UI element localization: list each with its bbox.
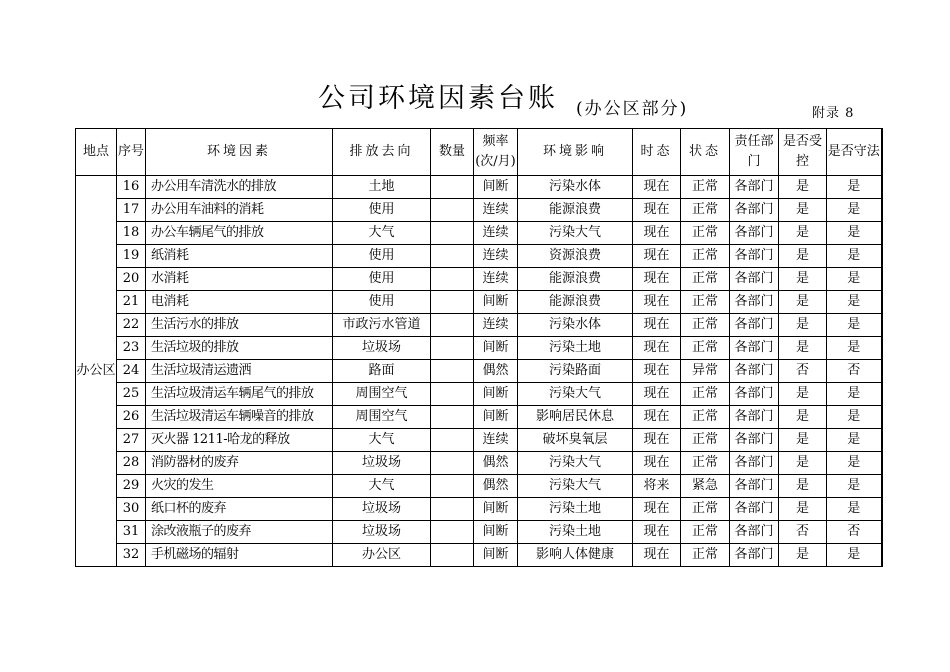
cell-location: 办公区 — [76, 176, 117, 567]
cell-state: 正常 — [681, 222, 730, 245]
cell-impact: 影响居民休息 — [518, 406, 633, 429]
header-compliant: 是否守法 — [827, 129, 882, 176]
cell-controlled: 是 — [779, 291, 827, 314]
cell-compliant: 否 — [827, 521, 882, 544]
table-row — [76, 291, 882, 314]
cell-frequency: 间断 — [474, 176, 518, 199]
cell-tense: 现在 — [633, 521, 681, 544]
header-controlled: 是否受控 — [779, 129, 827, 176]
cell-dept: 各部门 — [730, 360, 779, 383]
cell-seq: 17 — [117, 199, 146, 222]
cell-factor: 手机磁场的辐射 — [146, 544, 333, 567]
cell-compliant: 是 — [827, 475, 882, 498]
cell-impact: 污染路面 — [518, 360, 633, 383]
cell-destination: 使用 — [333, 268, 431, 291]
cell-destination: 垃圾场 — [333, 521, 431, 544]
cell-tense: 将来 — [633, 475, 681, 498]
cell-controlled: 是 — [779, 452, 827, 475]
cell-seq: 24 — [117, 360, 146, 383]
cell-factor: 水消耗 — [146, 268, 333, 291]
cell-frequency: 间断 — [474, 291, 518, 314]
cell-dept: 各部门 — [730, 176, 779, 199]
cell-frequency: 间断 — [474, 498, 518, 521]
cell-impact: 破坏臭氧层 — [518, 429, 633, 452]
cell-dept: 各部门 — [730, 544, 779, 567]
cell-factor: 办公用车清洗水的排放 — [146, 176, 333, 199]
cell-frequency: 连续 — [474, 222, 518, 245]
cell-state: 正常 — [681, 314, 730, 337]
cell-state: 紧急 — [681, 475, 730, 498]
cell-compliant: 是 — [827, 544, 882, 567]
header-state: 状态 — [681, 129, 730, 176]
cell-state: 正常 — [681, 452, 730, 475]
cell-frequency: 连续 — [474, 268, 518, 291]
cell-quantity — [431, 544, 474, 567]
cell-controlled: 否 — [779, 521, 827, 544]
cell-factor: 办公车辆尾气的排放 — [146, 222, 333, 245]
cell-seq: 30 — [117, 498, 146, 521]
table-row — [76, 245, 882, 268]
cell-compliant: 是 — [827, 176, 882, 199]
cell-frequency: 连续 — [474, 199, 518, 222]
cell-destination: 土地 — [333, 176, 431, 199]
cell-quantity — [431, 521, 474, 544]
cell-dept: 各部门 — [730, 337, 779, 360]
header-frequency: 频率(次/月) — [474, 129, 518, 176]
header-dept: 责任部门 — [730, 129, 779, 176]
document-subtitle: (办公区部分) — [576, 99, 689, 119]
cell-quantity — [431, 452, 474, 475]
cell-seq: 27 — [117, 429, 146, 452]
table-row — [76, 521, 882, 544]
cell-quantity — [431, 291, 474, 314]
cell-frequency: 偶然 — [474, 452, 518, 475]
cell-impact: 污染大气 — [518, 475, 633, 498]
cell-destination: 大气 — [333, 475, 431, 498]
cell-compliant: 是 — [827, 314, 882, 337]
cell-factor: 生活污水的排放 — [146, 314, 333, 337]
table-row — [76, 452, 882, 475]
cell-dept: 各部门 — [730, 406, 779, 429]
cell-controlled: 是 — [779, 383, 827, 406]
cell-factor: 电消耗 — [146, 291, 333, 314]
cell-destination: 垃圾场 — [333, 337, 431, 360]
cell-destination: 周围空气 — [333, 383, 431, 406]
cell-seq: 25 — [117, 383, 146, 406]
table-row — [76, 498, 882, 521]
cell-seq: 29 — [117, 475, 146, 498]
cell-factor: 纸消耗 — [146, 245, 333, 268]
cell-compliant: 是 — [827, 268, 882, 291]
cell-factor: 灭火器 1211-哈龙的释放 — [146, 429, 333, 452]
cell-impact: 污染土地 — [518, 337, 633, 360]
table-row — [76, 360, 882, 383]
cell-seq: 20 — [117, 268, 146, 291]
cell-controlled: 是 — [779, 498, 827, 521]
cell-tense: 现在 — [633, 544, 681, 567]
cell-controlled: 是 — [779, 199, 827, 222]
cell-factor: 生活垃圾清运车辆尾气的排放 — [146, 383, 333, 406]
cell-controlled: 是 — [779, 176, 827, 199]
cell-dept: 各部门 — [730, 268, 779, 291]
cell-factor: 涂改液瓶子的废弃 — [146, 521, 333, 544]
cell-factor: 火灾的发生 — [146, 475, 333, 498]
header-factor: 环境因素 — [146, 129, 333, 176]
cell-compliant: 是 — [827, 337, 882, 360]
header-destination: 排放去向 — [333, 129, 431, 176]
cell-quantity — [431, 176, 474, 199]
cell-dept: 各部门 — [730, 452, 779, 475]
cell-dept: 各部门 — [730, 429, 779, 452]
cell-quantity — [431, 337, 474, 360]
cell-factor: 生活垃圾清运遗洒 — [146, 360, 333, 383]
cell-compliant: 是 — [827, 498, 882, 521]
cell-impact: 污染土地 — [518, 498, 633, 521]
cell-seq: 31 — [117, 521, 146, 544]
cell-seq: 23 — [117, 337, 146, 360]
cell-frequency: 间断 — [474, 337, 518, 360]
header-seq: 序号 — [117, 129, 146, 176]
cell-compliant: 是 — [827, 245, 882, 268]
cell-dept: 各部门 — [730, 291, 779, 314]
cell-destination: 大气 — [333, 429, 431, 452]
cell-controlled: 否 — [779, 360, 827, 383]
table-row — [76, 475, 882, 498]
cell-quantity — [431, 498, 474, 521]
cell-tense: 现在 — [633, 245, 681, 268]
cell-tense: 现在 — [633, 176, 681, 199]
cell-controlled: 是 — [779, 222, 827, 245]
cell-controlled: 是 — [779, 268, 827, 291]
cell-state: 正常 — [681, 498, 730, 521]
cell-frequency: 偶然 — [474, 360, 518, 383]
cell-seq: 16 — [117, 176, 146, 199]
cell-dept: 各部门 — [730, 245, 779, 268]
cell-factor: 生活垃圾的排放 — [146, 337, 333, 360]
cell-compliant: 是 — [827, 452, 882, 475]
cell-destination: 路面 — [333, 360, 431, 383]
table-row — [76, 337, 882, 360]
header-location: 地点 — [76, 129, 117, 176]
cell-impact: 能源浪费 — [518, 199, 633, 222]
document-title: 公司环境因素台账 — [318, 83, 558, 114]
cell-frequency: 间断 — [474, 383, 518, 406]
cell-frequency: 偶然 — [474, 475, 518, 498]
cell-dept: 各部门 — [730, 314, 779, 337]
cell-state: 正常 — [681, 245, 730, 268]
cell-quantity — [431, 406, 474, 429]
cell-seq: 18 — [117, 222, 146, 245]
table-row — [76, 268, 882, 291]
cell-tense: 现在 — [633, 337, 681, 360]
cell-seq: 26 — [117, 406, 146, 429]
cell-state: 正常 — [681, 383, 730, 406]
cell-impact: 能源浪费 — [518, 268, 633, 291]
cell-controlled: 是 — [779, 245, 827, 268]
cell-seq: 21 — [117, 291, 146, 314]
cell-quantity — [431, 222, 474, 245]
cell-factor: 消防器材的废弃 — [146, 452, 333, 475]
cell-compliant: 是 — [827, 429, 882, 452]
cell-state: 正常 — [681, 199, 730, 222]
cell-tense: 现在 — [633, 360, 681, 383]
cell-controlled: 是 — [779, 406, 827, 429]
cell-dept: 各部门 — [730, 383, 779, 406]
environmental-factor-ledger-table — [75, 128, 883, 567]
table-row — [76, 544, 882, 567]
cell-tense: 现在 — [633, 383, 681, 406]
table-row — [76, 199, 882, 222]
cell-compliant: 是 — [827, 383, 882, 406]
cell-frequency: 间断 — [474, 406, 518, 429]
cell-destination: 办公区 — [333, 544, 431, 567]
cell-destination: 周围空气 — [333, 406, 431, 429]
cell-quantity — [431, 429, 474, 452]
cell-destination: 垃圾场 — [333, 452, 431, 475]
cell-compliant: 否 — [827, 360, 882, 383]
cell-quantity — [431, 245, 474, 268]
cell-dept: 各部门 — [730, 199, 779, 222]
cell-state: 正常 — [681, 521, 730, 544]
cell-tense: 现在 — [633, 222, 681, 245]
cell-destination: 垃圾场 — [333, 498, 431, 521]
cell-impact: 影响人体健康 — [518, 544, 633, 567]
cell-factor: 办公用车油料的消耗 — [146, 199, 333, 222]
cell-tense: 现在 — [633, 314, 681, 337]
cell-destination: 使用 — [333, 291, 431, 314]
cell-impact: 污染土地 — [518, 521, 633, 544]
cell-impact: 资源浪费 — [518, 245, 633, 268]
cell-dept: 各部门 — [730, 521, 779, 544]
cell-controlled: 是 — [779, 314, 827, 337]
cell-frequency: 间断 — [474, 544, 518, 567]
cell-frequency: 连续 — [474, 245, 518, 268]
cell-impact: 污染大气 — [518, 222, 633, 245]
header-impact: 环境影响 — [518, 129, 633, 176]
cell-tense: 现在 — [633, 452, 681, 475]
cell-tense: 现在 — [633, 291, 681, 314]
table-body — [76, 176, 882, 567]
cell-quantity — [431, 475, 474, 498]
cell-impact: 污染大气 — [518, 383, 633, 406]
cell-factor: 纸口杯的废弃 — [146, 498, 333, 521]
cell-factor: 生活垃圾清运车辆噪音的排放 — [146, 406, 333, 429]
cell-dept: 各部门 — [730, 498, 779, 521]
table-row — [76, 383, 882, 406]
cell-state: 正常 — [681, 176, 730, 199]
cell-dept: 各部门 — [730, 475, 779, 498]
header-tense: 时态 — [633, 129, 681, 176]
cell-impact: 污染大气 — [518, 452, 633, 475]
cell-compliant: 是 — [827, 199, 882, 222]
table-row — [76, 314, 882, 337]
cell-dept: 各部门 — [730, 222, 779, 245]
cell-tense: 现在 — [633, 429, 681, 452]
cell-state: 正常 — [681, 268, 730, 291]
appendix-label: 附录 8 — [812, 106, 855, 121]
cell-seq: 19 — [117, 245, 146, 268]
cell-state: 正常 — [681, 429, 730, 452]
cell-tense: 现在 — [633, 268, 681, 291]
cell-frequency: 连续 — [474, 314, 518, 337]
cell-quantity — [431, 199, 474, 222]
cell-impact: 污染水体 — [518, 314, 633, 337]
cell-frequency: 连续 — [474, 429, 518, 452]
cell-state: 正常 — [681, 544, 730, 567]
cell-destination: 使用 — [333, 199, 431, 222]
table-row — [76, 176, 882, 199]
cell-destination: 大气 — [333, 222, 431, 245]
cell-compliant: 是 — [827, 406, 882, 429]
cell-state: 异常 — [681, 360, 730, 383]
cell-quantity — [431, 383, 474, 406]
cell-impact: 能源浪费 — [518, 291, 633, 314]
cell-tense: 现在 — [633, 199, 681, 222]
cell-destination: 使用 — [333, 245, 431, 268]
table-row — [76, 222, 882, 245]
table-row — [76, 406, 882, 429]
cell-state: 正常 — [681, 406, 730, 429]
header-quantity: 数量 — [431, 129, 474, 176]
cell-compliant: 是 — [827, 222, 882, 245]
cell-seq: 22 — [117, 314, 146, 337]
cell-tense: 现在 — [633, 406, 681, 429]
cell-impact: 污染水体 — [518, 176, 633, 199]
cell-destination: 市政污水管道 — [333, 314, 431, 337]
cell-quantity — [431, 360, 474, 383]
cell-seq: 32 — [117, 544, 146, 567]
cell-state: 正常 — [681, 337, 730, 360]
cell-quantity — [431, 268, 474, 291]
cell-quantity — [431, 314, 474, 337]
cell-controlled: 是 — [779, 429, 827, 452]
cell-controlled: 是 — [779, 337, 827, 360]
table-row — [76, 429, 882, 452]
cell-tense: 现在 — [633, 498, 681, 521]
cell-state: 正常 — [681, 291, 730, 314]
cell-frequency: 间断 — [474, 521, 518, 544]
cell-controlled: 是 — [779, 544, 827, 567]
cell-seq: 28 — [117, 452, 146, 475]
cell-compliant: 是 — [827, 291, 882, 314]
table-header-row — [76, 129, 882, 176]
cell-controlled: 是 — [779, 475, 827, 498]
